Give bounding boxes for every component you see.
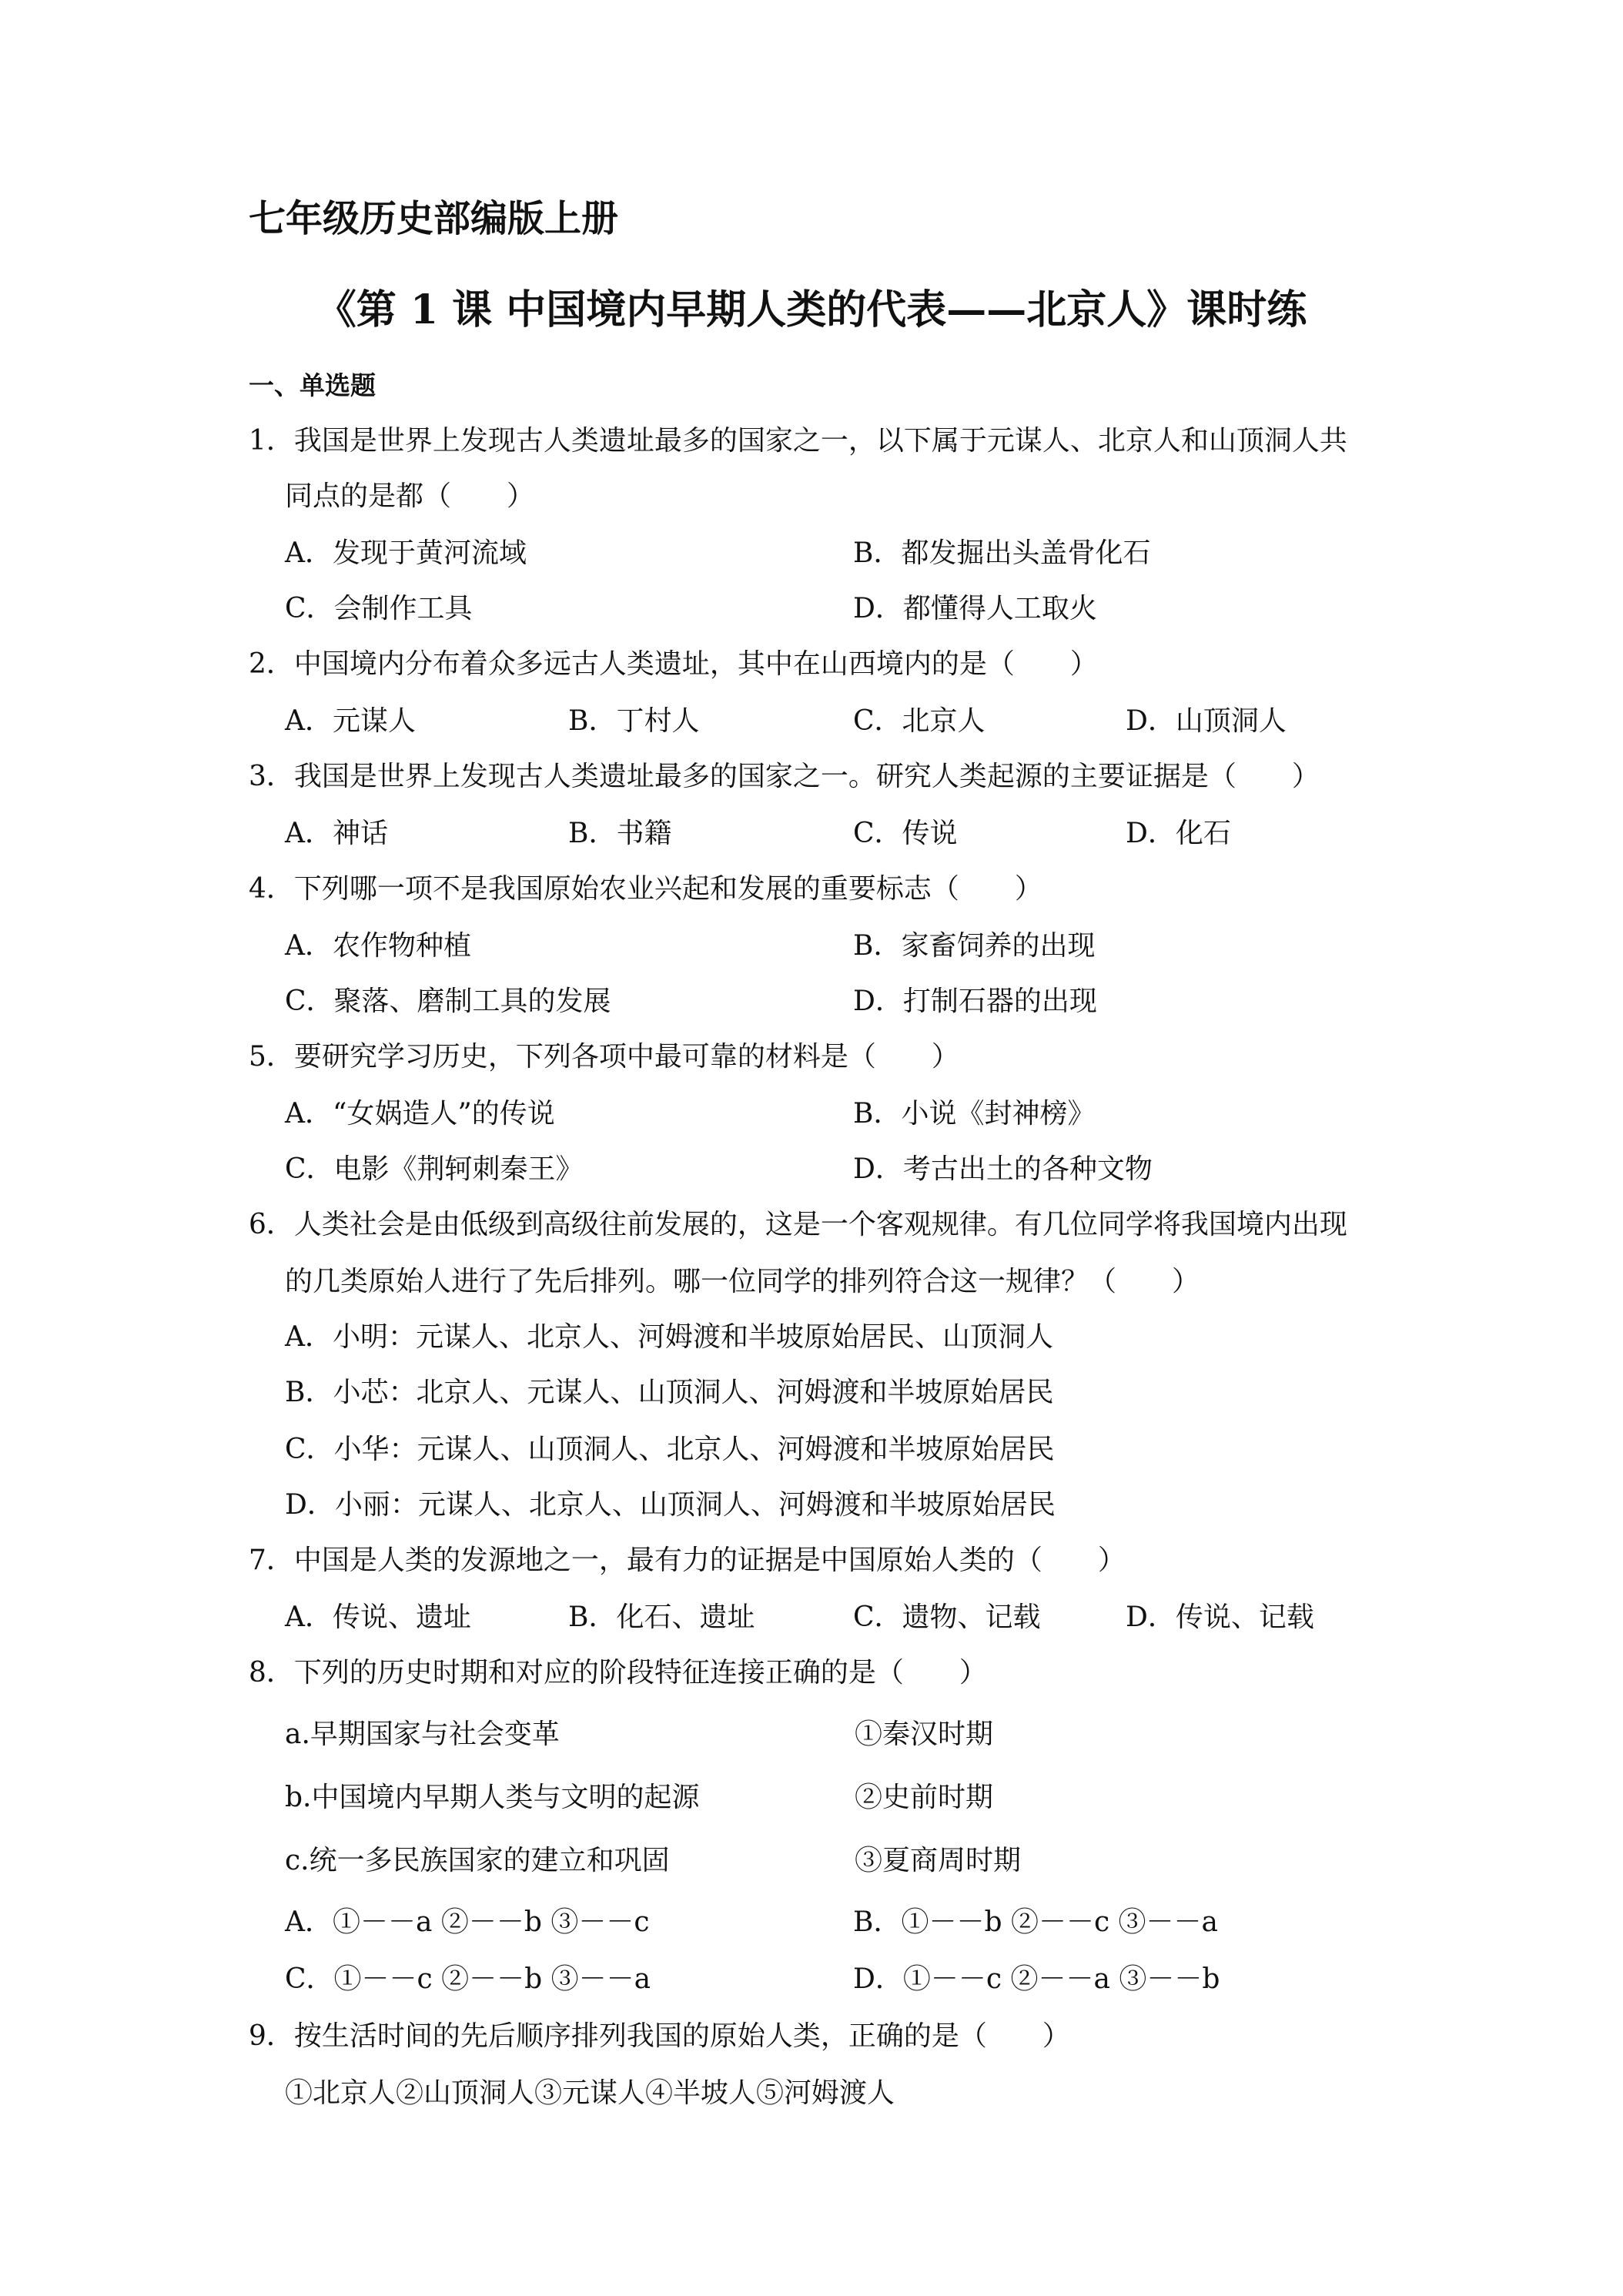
question-5-option-d: D．考古出土的各种文物 xyxy=(853,1153,1153,1185)
question-5-line-1: 5．要研究学习历史，下列各项中最可靠的材料是（ ） xyxy=(249,1041,959,1073)
question-3-option-b: B．书籍 xyxy=(568,818,672,849)
question-1-option-d: D．都懂得人工取火 xyxy=(853,593,1097,624)
question-8-match-left-a: a.早期国家与社会变革 xyxy=(285,1719,560,1750)
question-5-option-c: C．电影《荆轲刺秦王》 xyxy=(285,1153,584,1185)
question-8-option-d: D．①－－c ②－－a ③－－b xyxy=(853,1963,1220,1995)
question-6-option-b: B．小芯：北京人、元谋人、山顶洞人、河姆渡和半坡原始居民 xyxy=(285,1377,1054,1408)
question-4-option-d: D．打制石器的出现 xyxy=(853,986,1097,1017)
question-4-option-a: A．农作物种植 xyxy=(285,930,471,962)
question-8-match-left-c: c.统一多民族国家的建立和巩固 xyxy=(285,1845,670,1876)
question-3-option-a: A．神话 xyxy=(285,818,388,849)
question-2-option-a: A．元谋人 xyxy=(285,705,416,737)
question-8-match-left-b: b.中国境内早期人类与文明的起源 xyxy=(285,1782,700,1813)
question-6-line-2: 的几类原始人进行了先后排列。哪一位同学的排列符合这一规律？（ ） xyxy=(285,1266,1200,1297)
question-3-line-1: 3．我国是世界上发现古人类遗址最多的国家之一。研究人类起源的主要证据是（ ） xyxy=(249,761,1320,792)
question-8-line-1: 8．下列的历史时期和对应的阶段特征连接正确的是（ ） xyxy=(249,1657,987,1689)
question-5-option-a: A．“女娲造人”的传说 xyxy=(285,1098,555,1130)
question-2-line-1: 2．中国境内分布着众多远古人类遗址，其中在山西境内的是（ ） xyxy=(249,648,1098,680)
lesson-title: 《第 1 课 中国境内早期人类的代表——北京人》课时练 xyxy=(316,286,1307,333)
question-8-match-right-3: ③夏商周时期 xyxy=(855,1845,1022,1876)
question-8-option-b: B．①－－b ②－－c ③－－a xyxy=(853,1906,1219,1938)
section-title: 一、单选题 xyxy=(249,370,376,400)
question-8-match-right-1: ①秦汉时期 xyxy=(855,1719,994,1750)
question-8-option-a: A．①－－a ②－－b ③－－c xyxy=(285,1906,650,1938)
question-9-line-1: 9．按生活时间的先后顺序排列我国的原始人类，正确的是（ ） xyxy=(249,2020,1070,2052)
question-7-line-1: 7．中国是人类的发源地之一，最有力的证据是中国原始人类的（ ） xyxy=(249,1545,1126,1576)
question-3-option-c: C．传说 xyxy=(853,818,958,849)
question-5-option-b: B．小说《封神榜》 xyxy=(853,1098,1096,1130)
question-9-line-2: ①北京人②山顶洞人③元谋人④半坡人⑤河姆渡人 xyxy=(285,2077,895,2109)
question-1-option-b: B．都发掘出头盖骨化石 xyxy=(853,537,1151,569)
question-2-option-d: D．山顶洞人 xyxy=(1126,705,1287,737)
question-7-option-c: C．遗物、记载 xyxy=(853,1602,1041,1633)
question-1-line-1: 1．我国是世界上发现古人类遗址最多的国家之一，以下属于元谋人、北京人和山顶洞人共 xyxy=(249,425,1347,457)
question-1-option-a: A．发现于黄河流域 xyxy=(285,537,527,569)
question-7-option-d: D．传说、记载 xyxy=(1126,1602,1314,1633)
question-2-option-c: C．北京人 xyxy=(853,705,986,737)
question-6-line-1: 6．人类社会是由低级到高级往前发展的，这是一个客观规律。有几位同学将我国境内出现 xyxy=(249,1209,1347,1240)
question-3-option-d: D．化石 xyxy=(1126,818,1231,849)
grade-title: 七年级历史部编版上册 xyxy=(249,197,619,240)
question-6-option-c: C．小华：元谋人、山顶洞人、北京人、河姆渡和半坡原始居民 xyxy=(285,1434,1055,1465)
question-7-option-a: A．传说、遗址 xyxy=(285,1602,471,1633)
question-1-line-2: 同点的是都（ ） xyxy=(285,480,535,512)
question-6-option-a: A．小明：元谋人、北京人、河姆渡和半坡原始居民、山顶洞人 xyxy=(285,1321,1053,1353)
question-1-option-c: C．会制作工具 xyxy=(285,593,473,624)
question-8-option-c: C．①－－c ②－－b ③－－a xyxy=(285,1963,651,1995)
question-4-option-c: C．聚落、磨制工具的发展 xyxy=(285,986,611,1017)
question-4-option-b: B．家畜饲养的出现 xyxy=(853,930,1096,962)
question-7-option-b: B．化石、遗址 xyxy=(568,1602,755,1633)
question-8-match-right-2: ②史前时期 xyxy=(855,1782,994,1813)
question-4-line-1: 4．下列哪一项不是我国原始农业兴起和发展的重要标志（ ） xyxy=(249,873,1042,905)
question-2-option-b: B．丁村人 xyxy=(568,705,700,737)
question-6-option-d: D．小丽：元谋人、北京人、山顶洞人、河姆渡和半坡原始居民 xyxy=(285,1489,1056,1521)
